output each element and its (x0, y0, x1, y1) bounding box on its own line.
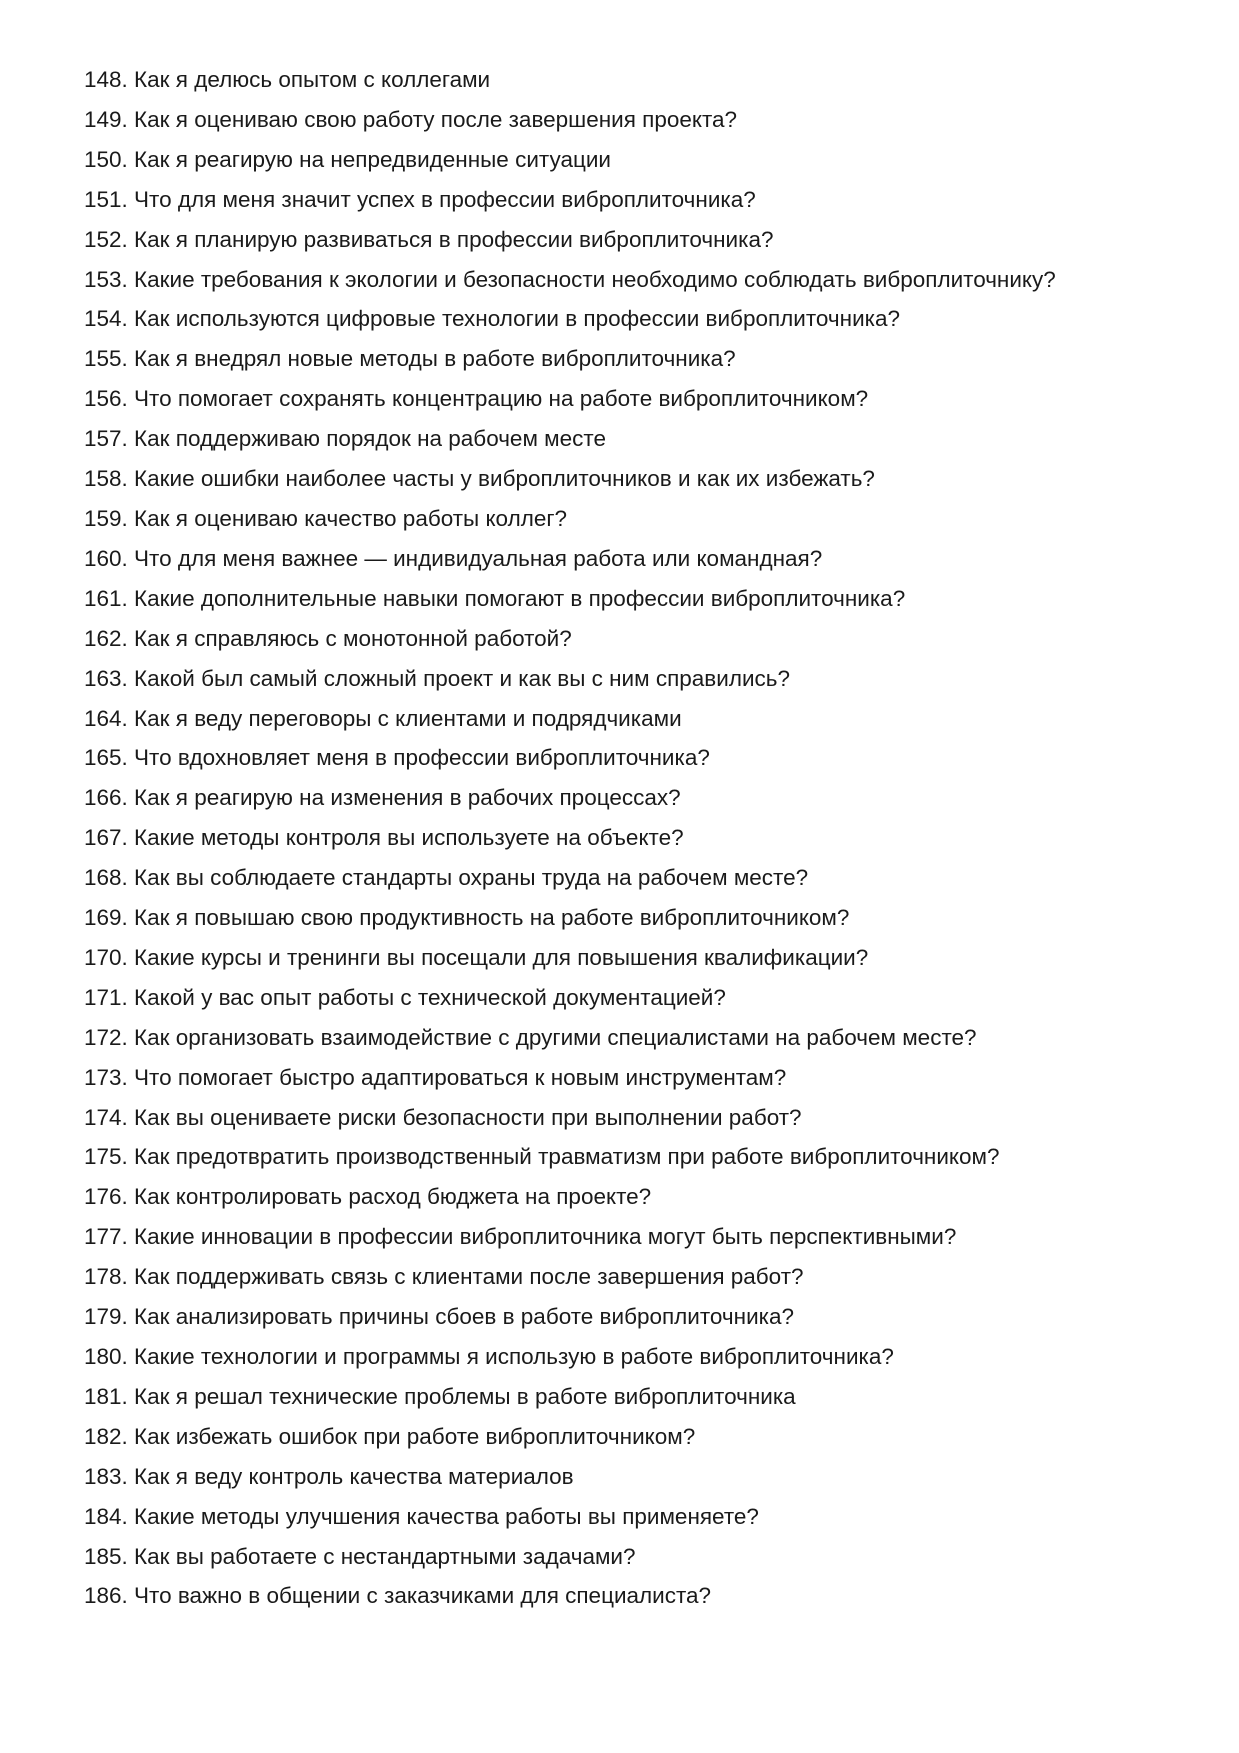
list-item: 154. Как используются цифровые технологии в профессии виброплиточника? (84, 306, 900, 332)
list-item: 152. Как я планирую развиваться в профессии виброплиточника? (84, 226, 774, 252)
list-item: 163. Какой был самый сложный проект и как вы с ним справились? (84, 665, 791, 691)
list-item: 150. Как я реагирую на непредвиденные ситуации (84, 146, 611, 172)
list-item: 151. Что для меня значит успех в профессии виброплиточника? (84, 186, 756, 212)
list-item: 157. Как поддерживаю порядок на рабочем месте (84, 426, 606, 452)
list-item: 167. Какие методы контроля вы используете на объекте? (84, 825, 684, 851)
list-item: 172. Как организовать взаимодействие с другими специалистами на рабочем месте? (84, 1024, 977, 1050)
list-item: 153. Какие требования к экологии и безопасности необходимо соблюдать виброплиточнику? (84, 266, 1056, 292)
list-item: 184. Какие методы улучшения качества работы вы применяете? (84, 1503, 759, 1529)
list-item: 169. Как я повышаю свою продуктивность на работе виброплиточником? (84, 905, 850, 931)
list-item: 176. Как контролировать расход бюджета на проекте? (84, 1184, 652, 1210)
list-item: 148. Как я делюсь опытом с коллегами (84, 67, 491, 92)
list-item: 183. Как я веду контроль качества материалов (84, 1463, 574, 1489)
list-item: 149. Как я оцениваю свою работу после завершения проекта? (84, 106, 738, 132)
list-item: 161. Какие дополнительные навыки помогают в профессии виброплиточника? (84, 585, 906, 611)
list-item: 179. Как анализировать причины сбоев в работе виброплиточника? (84, 1304, 795, 1330)
list-item: 174. Как вы оцениваете риски безопасности при выполнении работ? (84, 1104, 802, 1130)
list-item: 178. Как поддерживать связь с клиентами после завершения работ? (84, 1264, 804, 1290)
question-list (84, 60, 1159, 1616)
list-item: 164. Как я веду переговоры с клиентами и подрядчиками (84, 705, 682, 731)
list-item: 185. Как вы работаете с нестандартными задачами? (84, 1543, 636, 1569)
list-item: 171. Какой у вас опыт работы с технической документацией? (84, 984, 726, 1010)
list-item: 162. Как я справляюсь с монотонной работой? (84, 625, 572, 651)
list-item: 181. Как я решал технические проблемы в работе виброплиточника (84, 1383, 796, 1409)
list-item: 155. Как я внедрял новые методы в работе виброплиточника? (84, 346, 736, 372)
list-item: 182. Как избежать ошибок при работе виброплиточником? (84, 1423, 696, 1449)
list-item: 168. Как вы соблюдаете стандарты охраны труда на рабочем месте? (84, 865, 809, 891)
list-item: 170. Какие курсы и тренинги вы посещали для повышения квалификации? (84, 944, 869, 970)
list-item: 158. Какие ошибки наиболее часты у виброплиточников и как их избежать? (84, 466, 875, 492)
list-item: 175. Как предотвратить производственный травматизм при работе виброплиточником? (84, 1144, 1000, 1170)
list-item: 156. Что помогает сохранять концентрацию на работе виброплиточником? (84, 386, 869, 412)
list-item: 177. Какие инновации в профессии виброплиточника могут быть перспективными? (84, 1224, 957, 1250)
list-item: 186. Что важно в общении с заказчиками для специалиста? (84, 1583, 712, 1609)
list-item: 165. Что вдохновляет меня в профессии виброплиточника? (84, 745, 710, 771)
list-item: 160. Что для меня важнее — индивидуальная работа или командная? (84, 545, 823, 571)
list-item: 180. Какие технологии и программы я использую в работе виброплиточника? (84, 1344, 894, 1369)
list-item: 159. Как я оцениваю качество работы коллег? (84, 505, 568, 531)
list-item: 166. Как я реагирую на изменения в рабочих процессах? (84, 785, 681, 811)
list-item: 173. Что помогает быстро адаптироваться к новым инструментам? (84, 1064, 787, 1090)
